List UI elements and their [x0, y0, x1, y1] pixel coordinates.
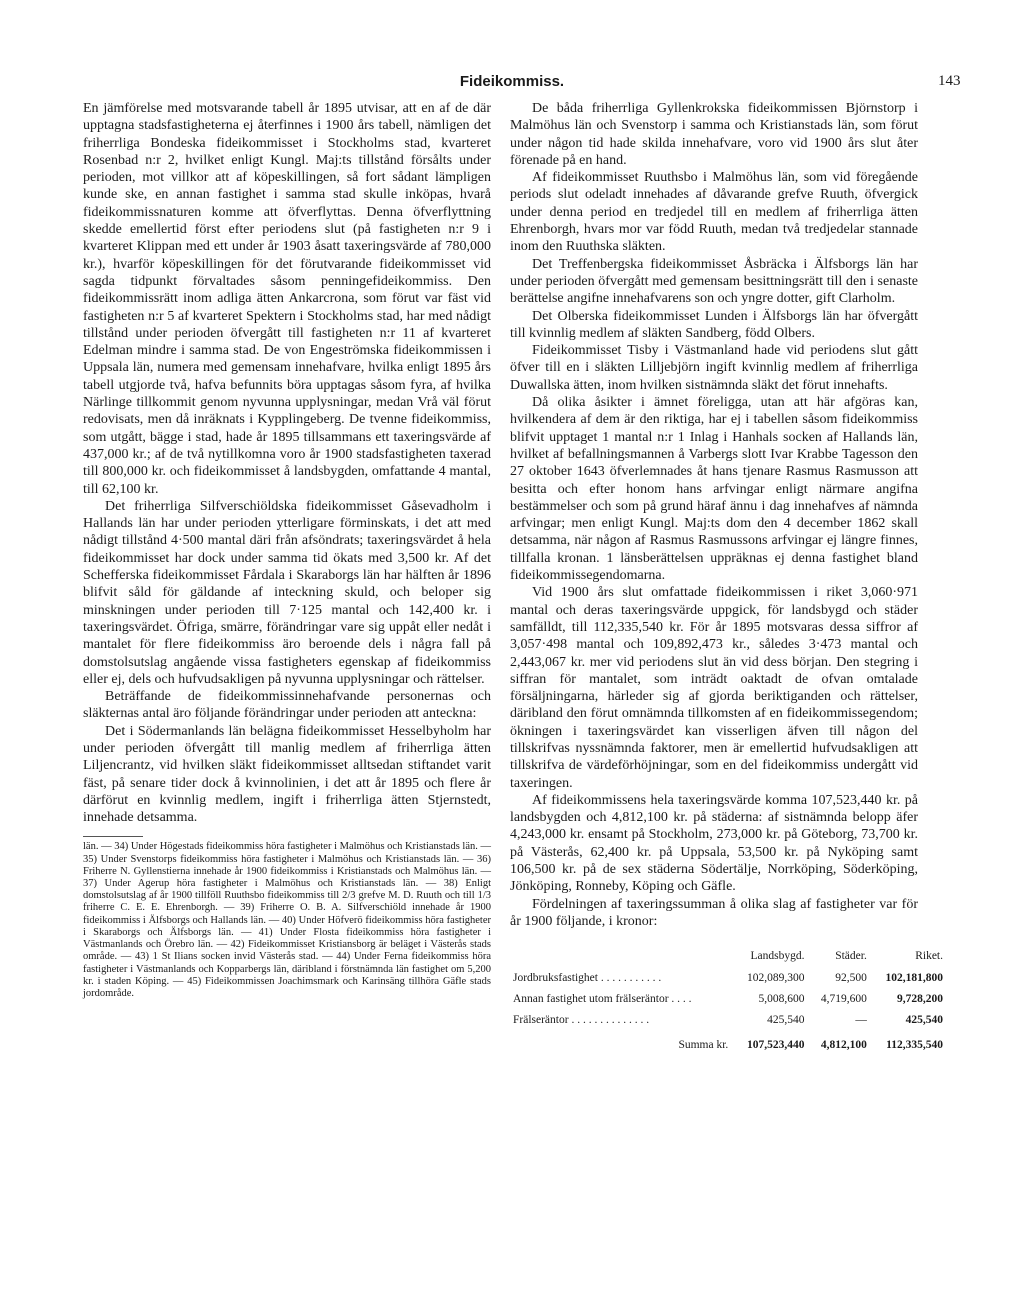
- paragraph: Det i Södermanlands län belägna fideikommisset Hesselbyholm har under perioden öfvergått till manlig medlem af friherrliga ätten Liljencrantz, vid hvilken släkt fideikommisset alltsedan stiftandet varit fäst, på senare tider dock å kvinnolinien, i det att år 1895 och flere år därförut en kvinnlig medlem, ingift i friherrliga ätten Stjernstedt, innehade detsamma.: [83, 723, 491, 826]
- cell: 92,500: [835, 971, 867, 984]
- row-label: Jordbruksfastighet . . . . . . . . . . .: [513, 971, 662, 984]
- sum-label: Summa kr.: [678, 1039, 729, 1052]
- sum-cell: 4,812,100: [820, 1039, 867, 1052]
- row-label: Frälseräntor . . . . . . . . . . . . . .: [513, 1014, 650, 1027]
- sum-cell: 112,335,540: [886, 1039, 943, 1052]
- left-column: [83, 100, 491, 1000]
- table-row: [510, 968, 946, 989]
- footnote-divider: [83, 836, 143, 837]
- paragraph: Vid 1900 års slut omfattade fideikommissen i riket 3,060·971 mantal och deras taxeringsvärde uppgick, för landsbygd och städer samfälldt, till 112,335,540 kr. För år 1895 motsvaras dessa siffror af 3,057·498 mantal och 109,892,473 kr., således 3·473 mantal och 2,443,067 kr. mer vid periodens slut än vid dess början. Den stegring i siffran för mantalet, som inträdt oaktadt de ofvan omtalade försäljningarna, härleder sig af gjorda beriktiganden och rättelser, däribland den förut omnämnda tillkomsten af en fideikommissegendom; ökningen i taxeringsvärdet kan visserligen äfven till någon del tillskrifvas nyssnämnda faktorer, men är emellertid hufvudsakligen att tillskrifva de värdeförhöjningar, som en del fideikommiss undergått vid taxeringen.: [510, 585, 918, 791]
- page-number: 143: [938, 73, 961, 89]
- paragraph: Det friherrliga Silfverschiöldska fideikommisset Gåsevadholm i Hallands län har under perioden ytterligare förminskats, i det att med nådigt tillstånd 4·500 mantal däri från afsöndrats; taxeringsvärdet å hela fideikommisset har dock under samma tid ökats med 3,500 kr. Af det Schefferska fideikommisset Fårdala i Skaraborgs län har hälften år 1896 blifvit såld för gäldande af inteckning skuld, och beloper sig minskningen under perioden till 7·125 mantal och 142,400 kr. i taxeringsvärdet. Öfriga, smärre, förändringar vare sig uppåt eller nedåt i mantalet för flere fideikommiss äro beroende dels i några fall på domstolsutslag angående vissa fastigheters egenskap af fideikommiss eller ej, dels och hufvudsakligen på nyvunna upplysningar och rättelser.: [83, 498, 491, 687]
- paragraph: Fördelningen af taxeringssumman å olika slag af fastigheter var för år 1900 följande, i kronor:: [510, 896, 918, 929]
- cell: 4,719,600: [820, 992, 867, 1005]
- table-header-row: [510, 946, 946, 967]
- running-title: Fideikommiss.: [459, 73, 565, 90]
- table-row: [510, 989, 946, 1010]
- table-sum-row: [510, 1031, 946, 1056]
- cell: —: [855, 1014, 867, 1027]
- table-row: [510, 1010, 946, 1031]
- cell: 425,540: [767, 1014, 805, 1027]
- table-header-spacer: [510, 946, 731, 967]
- row-label: Annan fastighet utom frälseräntor . . . .: [513, 992, 692, 1005]
- right-column: [510, 100, 943, 1057]
- paragraph: Fideikommisset Tisby i Västmanland hade vid periodens slut gått öfver till en i släkten Lilljebjörn ingift kvinnlig medlem af friherrliga Duwallska ätten, inom hvilken sistnämnda släkt det förut innehafts.: [510, 343, 918, 393]
- table-header: Landsbygd.: [750, 950, 805, 963]
- cell: 9,728,200: [897, 992, 943, 1005]
- cell: 102,089,300: [746, 971, 805, 984]
- cell: 425,540: [905, 1014, 943, 1027]
- paragraph: Af fideikommissens hela taxeringsvärde komma 107,523,440 kr. på landsbygden och 4,812,100 kr. på städerna: af sistnämnda belopp äfer 4,243,000 kr. ensamt på Stockholm, 273,000 kr. på Göteborg, 73,700 kr. på Västerås, 62,400 kr. på Uppsala, 53,500 kr. på Nyköping samt 106,500 kr. på de sex städerna Södertälje, Norrköping, Söderköping, Jönköping, Ronneby, Köping och Gäfle.: [510, 792, 918, 895]
- cell: 102,181,800: [885, 971, 943, 984]
- paragraph: Af fideikommisset Ruuthsbo i Malmöhus län, som vid föregående periods slut odeladt innehades af dåvarande grefve Ruuth, öfvergick under denna period en tredjedel till en medlem af friherrliga ätten Ehrenborgh, hvars mor var född Ruuth, medan två tredjedelar stannade inom den Ruuthska släkten.: [510, 170, 918, 255]
- paragraph: De båda friherrliga Gyllenkrokska fideikommissen Björnstorp i Malmöhus län och Svenstorp i samma och Kristianstads län, som förut under någon tid hade skilda innehafvare, voro vid 1900 års slut åter förenade på en hand.: [510, 101, 918, 168]
- paragraph: Beträffande de fideikommissinnehafvande personernas och släkternas antal äro följande förändringar under perioden att antecknа:: [83, 689, 491, 722]
- paragraph: Det Treffenbergska fideikommisset Åsbräcka i Älfsborgs län har under perioden öfvergått med gemensam besittningsrätt till den i senaste berättelse angifne innehafvarens son och yngre dotter, gift Clarholm.: [510, 256, 918, 307]
- paragraph: Då olika åsikter i ämnet föreligga, utan att här afgöras kan, hvilkendera af dem är den riktiga, har ej i tabellen såsom fideikommiss blifvit upptaget 1 mantal n:r 1 Inlag i Hanhals socken af Hallands län, hvilket af befallningsmannen å Varbergs slott Ivar Krabbe Tagesson den 27 oktober 1643 öfverlemnades åt hans tjenare Rasmus Rasmusson att besitta och efter honom hans arfvingar enligt närmare angifna bestämmelser och som på grund häraf ännu i dag innehafves af nämnda arfvingar; men enligt Kungl. Maj:ts dom den 4 december 1862 skall detsamma, när någon af Rasmus Rasmussons arfvingar ej längre finnes, tillfalla kronan. 1 länsberättelsen uppräknas ej denna fastighet bland fideikommissegendomarna.: [510, 395, 918, 584]
- table-header: Riket.: [915, 950, 943, 963]
- sum-cell: 107,523,440: [746, 1039, 805, 1052]
- footnotes: län. — 34) Under Högestads fideikommiss höra fastigheter i Malmöhus och Kristianstads län. — 35) Under Svenstorps fideikommiss höra fastigheter i Malmöhus och Kristianstads län. — 36) Friherre N. Gyllenstierna innehade år 1900 fideikommiss i Kristianstads och Malmöhus län. — 37) Under Agerup höra fastigheter i Malmöhus och Kristianstads län. — 38) Enligt domstolsutslag af år 1900 tillföll Ruuthsbo fideikommiss till 2/3 grefve M. D. Ruuth och till 1/3 friherre C. E. E. Ehrenborgh. — 39) Friherre O. B. A. Silfverschiöld innehade år 1900 fideikommiss i Älfsborgs och Hallands län. — 40) Under Höfverö fideikommiss höra fastigheter i Skaraborgs och Älfsborgs län. — 41) Under Flosta fideikommiss höra fastigheter i Västmanlands och Örebro län. — 42) Fideikommisset Kristiansborg är beläget i Västerås stads område. — 43) 1 St Ilians socken invid Västerås stad. — 44) Under Fernа fideikommiss höra fastigheter i Västmanlands och Kopparbergs län, däribland i förstnämnda län fastighet om 5,200 kr. i staden Köping. — 45) Fideikommissen Joachimsmark och Karinsäng tillhöra Gäfle stads jordområde.: [83, 841, 491, 999]
- paragraph: Det Olberska fideikommisset Lunden i Älfsborgs län har öfvergått till kvinnlig medlem af släkten Sandberg, född Olbers.: [510, 308, 918, 341]
- table-header: Städer.: [835, 950, 867, 963]
- paragraph: En jämförelse med motsvarande tabell år 1895 utvisar, att en af de där upptagna stadsfastigheterna ej återfinnes i 1900 års tabell, nämligen det friherrliga Bondeska fideikommisset i Stockholms stad, kvarteret Rosenbad n:r 2, hvilket enligt Kungl. Maj:ts tillstånd försålts under perioden, mot villkor att af köpeskillingen, så fort sådant lämpligen kunde ske, en annan fastighet i samma stad skulle inköpas, hvarå fideikommissnaturen komme att öfverflyttas. Denna öfverflyttning skedde emellertid först efter periodens slut (på fastigheten n:r 9 i kvarteret Klippan med ett under år 1903 åsatt taxeringsvärde af 780,000 kr.), hvarför köpeskillingen för det förutvarande fideikommisset vid sagda tidpunkt förvaltades såsom penningefideikommiss. Den fideikommissrätt inom adliga ätten Ankarcrona, som förut var fäst vid fastigheten n:r 5 af kvarteret Spektern i Stockholms stad, har med nådigt tillstånd under perioden öfvergått till fastigheten n:r 11 af kvarteret Edelman mindre i samma stad. De von Engeströmska fideikommissen i Uppsala län, numera med gemensam innehafvare, hvilka enligt 1895 års tabell utgjorde två, hafva befunnits böra upptagas såsom fyra, af hvilka Närlinge tillkommit genom nyvunna upplysningar, medan Vrå väl förut redovisats, men då inräknats i Kypplingeberg. De tvenne fideikommiss, som utgått, bägge i stad, hade år 1895 tillsammans ett taxeringsvärde af 437,000 kr.; af de två nytillkomna voro år 1900 stadsfastigheten taxerad till 800,000 kr. och fideikommisset å landsbygden, omfattande 4 mantal, till 62,100 kr.: [83, 101, 491, 497]
- tax-distribution-table: [510, 946, 946, 1056]
- cell: 5,008,600: [758, 992, 805, 1005]
